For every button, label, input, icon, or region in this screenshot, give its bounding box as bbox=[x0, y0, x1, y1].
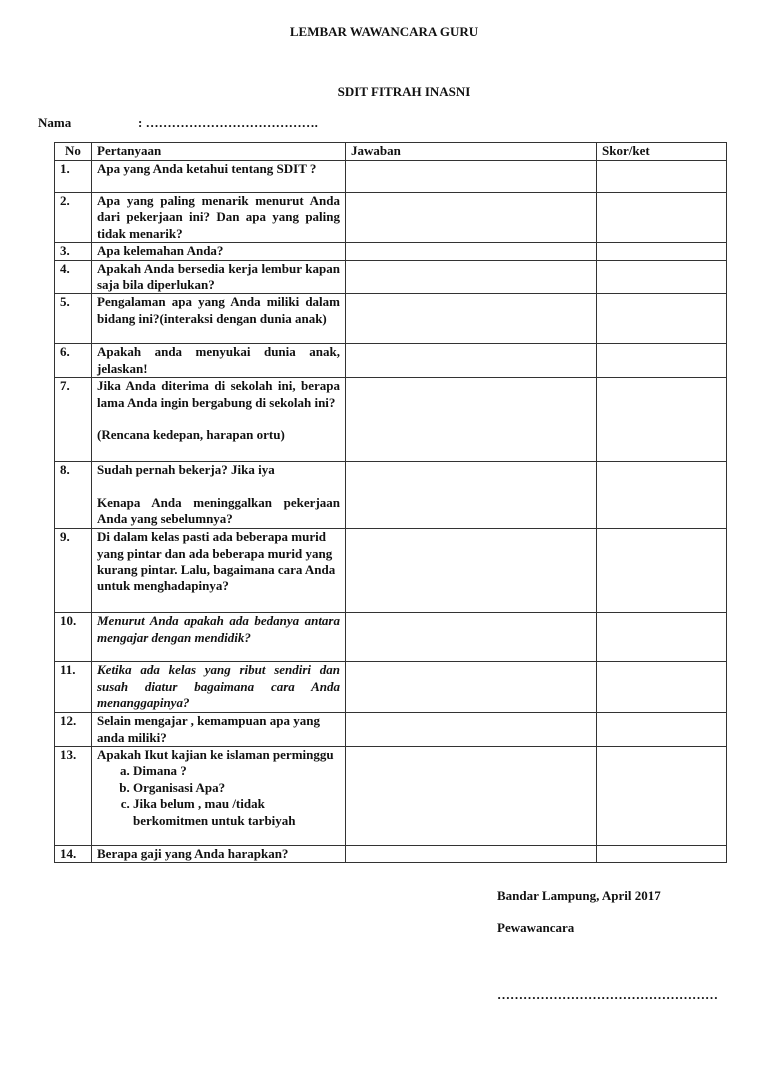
score-cell[interactable] bbox=[597, 846, 727, 863]
question-text: Apa kelemahan Anda? bbox=[97, 243, 224, 259]
question-text: Jika Anda diterima di sekolah ini, berapa lama Anda ingin bergabung di sekolah ini? bbox=[97, 378, 340, 410]
question-note: (Rencana kedepan, harapan ortu) bbox=[97, 427, 285, 443]
table-row bbox=[55, 161, 727, 193]
table-row bbox=[55, 713, 727, 747]
answer-cell[interactable] bbox=[346, 243, 597, 260]
row-number: 13. bbox=[55, 747, 92, 846]
question-text: Apa yang paling menarik menurut Anda dari pekerjaan ini? Dan apa yang paling tidak menarik? bbox=[97, 193, 340, 241]
answer-cell[interactable] bbox=[346, 294, 597, 344]
answer-cell[interactable] bbox=[346, 713, 597, 747]
answer-cell[interactable] bbox=[346, 161, 597, 193]
nama-label: Nama bbox=[38, 115, 72, 130]
row-number: 12. bbox=[55, 713, 92, 747]
row-number: 1. bbox=[55, 161, 92, 193]
table-row bbox=[55, 294, 727, 344]
question-cell bbox=[92, 462, 346, 529]
answer-cell[interactable] bbox=[346, 662, 597, 713]
place-date: Bandar Lampung, April 2017 bbox=[497, 888, 661, 903]
score-cell[interactable] bbox=[597, 260, 727, 294]
nama-field: : …………………………………. bbox=[138, 115, 318, 130]
score-cell[interactable] bbox=[597, 243, 727, 260]
question-cell bbox=[92, 161, 346, 193]
score-cell[interactable] bbox=[597, 294, 727, 344]
table-header bbox=[55, 143, 727, 161]
question-cell bbox=[92, 529, 346, 613]
question-cell bbox=[92, 193, 346, 243]
answer-cell[interactable] bbox=[346, 260, 597, 294]
table-row bbox=[55, 846, 727, 863]
document-title: LEMBAR WAWANCARA GURU bbox=[289, 24, 479, 39]
question-text: Apakah anda menyukai dunia anak, jelaskan! bbox=[97, 344, 340, 376]
question-text: Berapa gaji yang Anda harapkan? bbox=[97, 846, 289, 862]
question-text: Ketika ada kelas yang ribut sendiri dan susah diatur bagaimana cara Anda menanggapinya? bbox=[97, 662, 340, 711]
question-text: Di dalam kelas pasti ada beberapa murid yang pintar dan ada beberapa murid yang kurang pintar. Lalu, bagaimana cara Anda untuk menghadapinya? bbox=[97, 529, 336, 594]
table-row bbox=[55, 193, 727, 243]
sub-question: a. Dimana ? bbox=[133, 763, 340, 779]
row-number: 6. bbox=[55, 344, 92, 378]
table-row bbox=[55, 662, 727, 713]
question-note: Kenapa Anda meninggalkan pekerjaan Anda yang sebelumnya? bbox=[97, 495, 340, 527]
question-text: Sudah pernah bekerja? Jika iya bbox=[97, 462, 275, 478]
row-number: 9. bbox=[55, 529, 92, 613]
answer-cell[interactable] bbox=[346, 846, 597, 863]
score-cell[interactable] bbox=[597, 378, 727, 462]
question-text: Pengalaman apa yang Anda miliki dalam bidang ini?(interaksi dengan dunia anak) bbox=[97, 294, 340, 326]
question-cell bbox=[92, 747, 346, 846]
question-cell bbox=[92, 378, 346, 462]
question-text: Apakah Anda bersedia kerja lembur kapan saja bila diperlukan? bbox=[97, 260, 340, 293]
answer-cell[interactable] bbox=[346, 378, 597, 462]
header-no: No bbox=[55, 143, 92, 161]
row-number: 2. bbox=[55, 193, 92, 243]
question-text: Apa yang Anda ketahui tentang SDIT ? bbox=[97, 161, 317, 176]
school-name: SDIT FITRAH INASNI bbox=[337, 84, 471, 99]
header-pertanyaan: Pertanyaan bbox=[92, 143, 346, 161]
score-cell[interactable] bbox=[597, 613, 727, 662]
score-cell[interactable] bbox=[597, 193, 727, 243]
header-skor: Skor/ket bbox=[597, 143, 727, 161]
signature-line: …………………………………………… bbox=[497, 987, 718, 1002]
question-cell bbox=[92, 713, 346, 747]
score-cell[interactable] bbox=[597, 713, 727, 747]
row-number: 10. bbox=[55, 613, 92, 662]
sub-question: b. Organisasi Apa? bbox=[133, 780, 340, 796]
table-row bbox=[55, 344, 727, 378]
score-cell[interactable] bbox=[597, 462, 727, 529]
score-cell[interactable] bbox=[597, 747, 727, 846]
table-row bbox=[55, 462, 727, 529]
question-cell bbox=[92, 243, 346, 260]
answer-cell[interactable] bbox=[346, 747, 597, 846]
answer-cell[interactable] bbox=[346, 193, 597, 243]
table-row bbox=[55, 613, 727, 662]
row-number: 14. bbox=[55, 846, 92, 863]
question-cell bbox=[92, 344, 346, 378]
score-cell[interactable] bbox=[597, 344, 727, 378]
row-number: 3. bbox=[55, 243, 92, 260]
question-cell bbox=[92, 260, 346, 294]
row-number: 8. bbox=[55, 462, 92, 529]
question-cell bbox=[92, 662, 346, 713]
row-number: 11. bbox=[55, 662, 92, 713]
table-row bbox=[55, 260, 727, 294]
interviewer-label: Pewawancara bbox=[497, 920, 575, 935]
question-text: Selain mengajar , kemampuan apa yang anda miliki? bbox=[97, 713, 320, 745]
question-cell bbox=[92, 613, 346, 662]
score-cell[interactable] bbox=[597, 529, 727, 613]
answer-cell[interactable] bbox=[346, 529, 597, 613]
table-row bbox=[55, 529, 727, 613]
sub-question: c. Jika belum , mau /tidak berkomitmen untuk tarbiyah bbox=[133, 796, 340, 829]
answer-cell[interactable] bbox=[346, 344, 597, 378]
score-cell[interactable] bbox=[597, 662, 727, 713]
table-row bbox=[55, 243, 727, 260]
interview-table bbox=[54, 142, 727, 863]
row-number: 4. bbox=[55, 260, 92, 294]
row-number: 5. bbox=[55, 294, 92, 344]
header-jawaban: Jawaban bbox=[346, 143, 597, 161]
answer-cell[interactable] bbox=[346, 613, 597, 662]
table-row bbox=[55, 747, 727, 846]
row-number: 7. bbox=[55, 378, 92, 462]
answer-cell[interactable] bbox=[346, 462, 597, 529]
question-cell bbox=[92, 846, 346, 863]
score-cell[interactable] bbox=[597, 161, 727, 193]
question-text: Menurut Anda apakah ada bedanya antara mengajar dengan mendidik? bbox=[97, 613, 340, 645]
sub-question-list bbox=[97, 763, 340, 829]
table-row bbox=[55, 378, 727, 462]
question-text: Apakah Ikut kajian ke islaman perminggu bbox=[97, 747, 334, 763]
question-cell bbox=[92, 294, 346, 344]
